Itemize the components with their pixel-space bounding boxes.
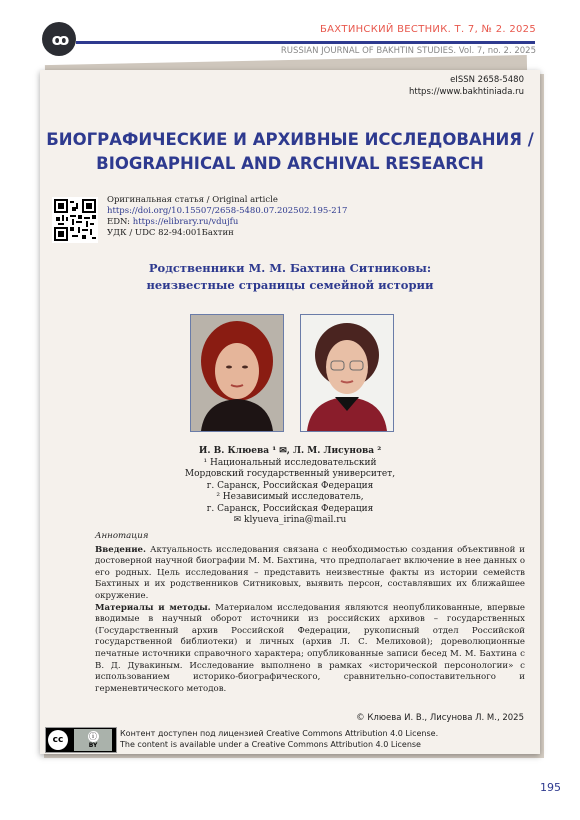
qr-code-icon — [52, 197, 98, 243]
by-label: BY — [88, 742, 98, 749]
annotation-label: Аннотация — [95, 531, 149, 541]
by-block — [74, 729, 112, 751]
author-names: И. В. Клюева ¹ ✉, Л. М. Лисунова ² — [198, 446, 382, 456]
license-ru: Контент доступен под лицензией Creative Commons Attribution 4.0 License. — [120, 729, 439, 738]
eissn: eISSN 2658-5480 — [450, 75, 524, 85]
authors-block — [40, 446, 540, 527]
license-text — [120, 728, 438, 750]
article-metadata — [107, 195, 347, 239]
author-photo-2 — [300, 314, 394, 432]
affiliation-1: ¹ Национальный исследовательский — [203, 457, 377, 468]
person-icon: ⓘ — [89, 732, 97, 741]
page-number: 195 — [540, 781, 561, 794]
edn-link[interactable]: https://elibrary.ru/vdujfu — [132, 217, 239, 227]
logo-glyph: ꝏ — [51, 29, 67, 49]
article-title-line2: неизвестные страницы семейной истории — [146, 278, 434, 292]
section-title-ru: БИОГРАФИЧЕСКИЕ И АРХИВНЫЕ ИССЛЕДОВАНИЯ / — [46, 130, 534, 149]
article-type: Оригинальная статья / Original article — [107, 195, 278, 205]
copyright: © Клюева И. В., Лисунова Л. М., 2025 — [356, 713, 524, 723]
affiliation-1-line2: Мордовский государственный университет, — [184, 469, 396, 479]
intro-text: Актуальность исследования связана с необходимостью создания объективной и достоверной научной биографии М. М. Бахтина, что предполагает включение в нее данных о его родных. Цель исследования – представить неизвестные факты из истории семейств Бахтиных и их родственников Ситниковых, выявить персон, составлявших их ближайшее окружение. — [95, 544, 525, 601]
article-title-line1: Родственники М. М. Бахтина Ситниковы: — [148, 261, 432, 275]
abstract — [95, 531, 525, 695]
edn-line — [107, 217, 347, 228]
abstract-intro — [95, 545, 525, 603]
journal-logo-icon — [42, 22, 76, 56]
abstract-methods — [95, 603, 525, 696]
journal-title-ru: БАХТИНСКИЙ ВЕСТНИК. Т. 7, № 2. 2025 — [319, 24, 536, 35]
contact-email[interactable]: ✉ klyueva_irina@mail.ru — [233, 515, 347, 525]
cc-by-license-icon[interactable] — [45, 727, 117, 753]
cc-icon: cc — [48, 730, 68, 750]
affiliation-2-line2: г. Саранск, Российская Федерация — [206, 503, 374, 514]
udk: УДК / UDC 82-94:001Бахтин — [107, 228, 234, 238]
methods-text: Материалом исследования являются неопубликованные, впервые вводимые в научный оборот источники из российских архивов – государственных (Государственный архив Российской Федерации, рукописный отдел Российской государственной библиотеки) и личных (архив Л. С. Мелиховой); дореволюционные печатные источники справочного характера; опубликованные записи бесед М. М. Бахтина с В. Д. Дувакиным. Исследование выполнено в рамках «исторической персонологии» с использованием историко-биографического, сравнительно-сопоставительного и герменевтического методов. — [95, 602, 526, 694]
methods-label: Материалы и методы. — [95, 602, 211, 613]
affiliation-1-line3: г. Саранск, Российская Федерация — [206, 480, 374, 491]
article-title — [40, 260, 540, 294]
edn-label: EDN: — [107, 217, 131, 227]
issn-block — [409, 74, 524, 98]
article-sheet — [40, 70, 540, 754]
affiliation-2: ² Независимый исследователь, — [216, 492, 364, 502]
author-photo-1 — [190, 314, 284, 432]
section-title-en: BIOGRAPHICAL AND ARCHIVAL RESEARCH — [96, 154, 484, 173]
header-divider — [76, 41, 535, 44]
website-link[interactable]: https://www.bakhtiniada.ru — [409, 87, 524, 97]
journal-title-en: RUSSIAN JOURNAL OF BAKHTIN STUDIES. Vol. 7, no. 2. 2025 — [280, 46, 536, 56]
doi-link[interactable]: https://doi.org/10.15507/2658-5480.07.202502.195-217 — [107, 206, 348, 216]
section-title — [40, 128, 540, 176]
license-en: The content is available under a Creative Commons Attribution 4.0 License — [120, 740, 421, 749]
intro-label: Введение. — [95, 544, 147, 555]
